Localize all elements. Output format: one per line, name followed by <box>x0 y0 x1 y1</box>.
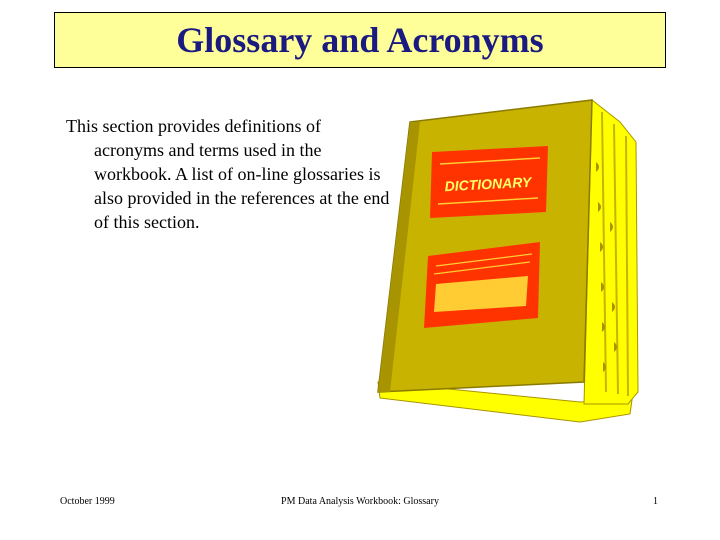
footer-page-number: 1 <box>653 496 658 507</box>
footer-title: PM Data Analysis Workbook: Glossary <box>281 496 439 507</box>
body-text: This section provides definitions of acronyms and terms used in the workbook. A list of on-line glossaries is also provided in the references at the end of this section. <box>66 116 390 232</box>
footer-date: October 1999 <box>60 496 115 507</box>
dictionary-book-icon <box>370 92 650 432</box>
dictionary-label: DICTIONARY <box>444 173 532 195</box>
title-banner <box>54 12 666 68</box>
page-title: Glossary and Acronyms <box>176 20 544 60</box>
